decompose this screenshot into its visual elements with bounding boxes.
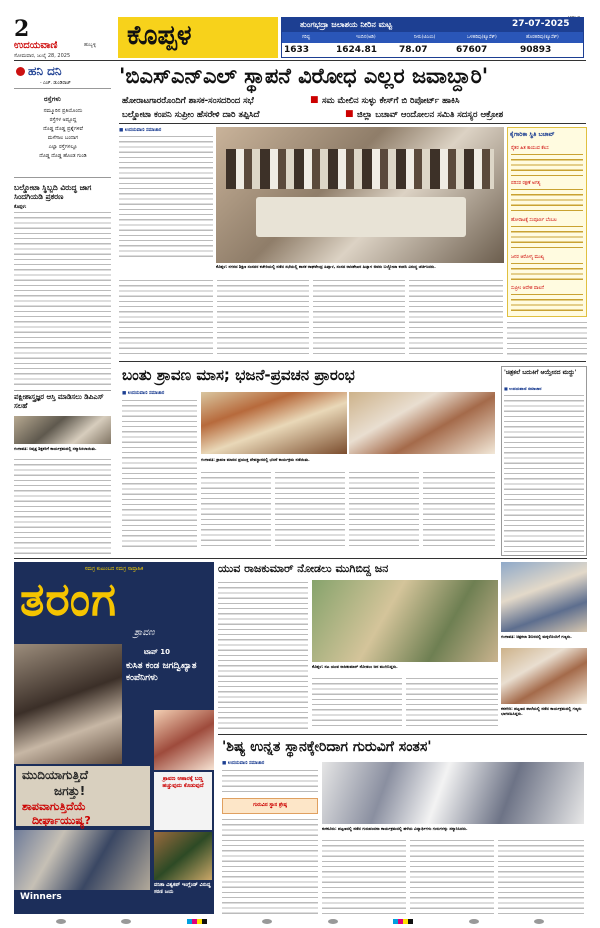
small-story-body — [14, 457, 111, 555]
main-subhead-1b: ಸಮ ಮೇಲಿನ ಸುಳ್ಳು ಕೇಸ್‌ಗೆ ಬಿ ರಿಪೋರ್ಟ್ ಹಾಕಿಸಿ — [322, 96, 460, 106]
ad-elder-photo — [14, 644, 122, 764]
ad-crowd-photo — [14, 830, 150, 890]
shravana-photo-right — [349, 392, 495, 454]
teacher-headline: 'ಶಿಷ್ಯ ಉನ್ನತ ಸ್ಥಾನಕ್ಕೇರಿದಾಗ ಗುರುವಿಗೆ ಸಂತಸ' — [222, 739, 432, 755]
ad-tagline: ಸಮಗ್ರ ಕುಟುಂಬದ ಸಮಗ್ರ ಸಾಪ್ತಾಹಿಕ — [84, 566, 144, 572]
ad-ageing-3: ಶಾಪವಾಗುತ್ತಿದೆಯೆ — [22, 800, 86, 813]
left-rule-1 — [14, 390, 111, 391]
page-number: 2 — [14, 16, 30, 42]
main-rule — [119, 123, 586, 124]
ad-sub: ಶ್ರಾವಣ — [134, 628, 155, 638]
masthead-rule — [14, 60, 586, 61]
print-registration-marks — [0, 914, 600, 928]
poem-line-5: ಎಲ್ಲಾ ರಸ್ತೆಗಳಲ್ಲೂ — [48, 144, 78, 150]
left-story-headline: ಬಲ್ಡೋಟಾ ಸ್ಥಿಬ್ಬದಿ ವಿರುದ್ಧ ಜಾಗ ಸಿಂದಗಿಯಡಿ ಪ್ರಕರಣ — [14, 183, 92, 201]
shravana-body-col1 — [122, 398, 197, 548]
dam-value-2: 1624.81 — [336, 45, 377, 55]
dam-header-5: ಹೊರಹರಿವು(ಕ್ಯೂಸೆಕ್) — [526, 35, 559, 40]
edition-label: ಹುಬ್ಬಳ್ಳಿ — [84, 42, 97, 48]
ad-winners: Winners — [20, 892, 62, 902]
right-story-body — [504, 393, 584, 553]
shravana-photo-left — [201, 392, 347, 454]
main-body-col6 — [507, 320, 587, 358]
ad-sport-photo — [154, 832, 212, 880]
section-rule-1 — [119, 361, 586, 362]
right-box-text-5 — [511, 292, 583, 312]
youth-caption: ಕೊಪ್ಪಳ: ನಟ ಯುವ ರಾಜಕುಮಾರ್ ನೋಡಲು ಜನ ಮುಗಿಬಿದ್ದರು. — [312, 664, 398, 669]
poem-line-4: ಮಳೆಗಾಲ ಬಂದಾಗ — [47, 135, 79, 141]
right-story-photo-1 — [501, 562, 587, 632]
right-story-headline: 'ಚಿತ್ರಕಲೆ ಬದುಕಿಗೆ ಆಯ್ತೇನದ ಮದ್ದು' — [504, 369, 577, 376]
main-body-col5 — [409, 278, 503, 358]
youth-body-col1 — [218, 580, 308, 730]
right-box-point-4: ಜನರ ಆರೋಗ್ಯ ಮುಖ್ಯ — [511, 255, 545, 260]
shravana-body-col5 — [423, 470, 495, 550]
right-box-point-1: ರೈತರ ಹಿತ ಕಾಯುವ ಕೆಲಸ — [511, 146, 549, 151]
hani-dani-title: ಹನಿ ದನಿ — [28, 64, 62, 78]
ad-food-text: ಶ್ರಾವಣ ಆಹಾರಕ್ಕೆ ಬಣ್ಣ ಹಚ್ಚುವುದು ಕೊಡುವುದೆ — [162, 776, 204, 789]
main-subhead-2b: ಜಿಲ್ಲಾ ಬಚಾವ್ ಆಂದೋಲನ ಸಮಿತಿ ಸದಸ್ಯರ ಆಕ್ರೋಶ — [357, 110, 504, 120]
teacher-body-col1 — [222, 768, 318, 796]
left-story-dateline: ಕೊಪ್ಪಳ: — [14, 205, 27, 210]
right-box-text-3 — [511, 224, 583, 250]
right-story-caption-2: ಕನಕಗಿರಿ: ಪಟ್ಟಣದ ಶಾಲೆಯಲ್ಲಿ ನಡೆದ ಕಾರ್ಯಕ್ರಮದಲ್ಲಿ ಗಣ್ಯರು ಭಾಗವಹಿಸಿದ್ದರು. — [501, 706, 582, 716]
right-story-byline: ■ ಉದಯವಾಣಿ ಸಮಾಚಾರ — [504, 386, 542, 391]
left-story-body — [14, 210, 111, 388]
bullet-1: ■ — [310, 95, 319, 105]
section-rule-2 — [14, 558, 587, 559]
main-headline: 'ಬಿಎಸ್‌ಎನ್‌ಎಲ್ ಸ್ಥಾಪನೆ ವಿರೋಧ ಎಲ್ಲರ ಜವಾಬ್ದಾರಿ' — [119, 64, 489, 88]
teacher-byline: ■ ಉದಯವಾಣಿ ಸಮಾಚಾರ — [222, 761, 265, 766]
teacher-body-col2 — [322, 838, 406, 914]
dam-value-4: 67607 — [456, 45, 488, 55]
main-photo — [216, 127, 504, 263]
ad-woman-photo — [154, 710, 214, 770]
teacher-quote: ಗುರುವಿನ ಸ್ಥಾನ ಶ್ರೇಷ್ಠ — [253, 802, 287, 808]
youth-headline: ಯುವ ರಾಜಕುಮಾರ್ ನೋಡಲು ಮುಗಿಬಿದ್ದ ಜನ — [218, 562, 389, 575]
poem-line-1: ನಮ್ಮೂರಿನ ಪ್ರತಿಯೊಂದು — [43, 108, 83, 114]
dam-header-2: ಇಂದಿನ(ಅಡಿ) — [356, 35, 376, 40]
photo-table — [256, 197, 466, 237]
ad-brand: ತರಂಗ — [20, 572, 117, 626]
ad-ageing-1: ಮುದಿಯಾಗುತ್ತಿದೆ — [22, 768, 88, 782]
dam-title: ತುಂಗಭದ್ರಾ ಜಲಾಶಯ ನೀರಿನ ಮಟ್ಟ — [300, 20, 392, 29]
bullet-2: ■ — [345, 109, 354, 119]
poem-box — [14, 88, 111, 178]
youth-body-col2 — [312, 676, 402, 730]
dam-header-4: ಒಳಹರಿವು(ಕ್ಯೂಸೆಕ್) — [467, 35, 497, 40]
dam-level-box — [281, 17, 584, 58]
main-body-col4 — [313, 278, 405, 358]
dam-value-1: 1633 — [284, 45, 310, 55]
ad-top10-label: ಟಾಪ್ 10 — [144, 648, 170, 656]
dam-header-3: ನೀರು(ಟಿಎಂಸಿ) — [414, 35, 436, 40]
section-title: ಕೊಪ್ಪಳ — [127, 20, 192, 51]
main-byline: ■ ಉದಯವಾಣಿ ಸಮಾಚಾರ — [119, 128, 162, 133]
right-box-point-2: ಪರಿಸರ ರಕ್ಷಣೆ ಅಗತ್ಯ — [511, 181, 541, 186]
main-body-col3 — [217, 278, 309, 358]
right-box-point-5: ಸುಪ್ರೀಂ ಆದೇಶ ಪಾಲನೆ — [511, 286, 544, 291]
main-photo-caption: ಕೊಪ್ಪಳ: ನಗರದ ಶಿಕ್ಷಣ ಸಂಸದರ ಕಚೇರಿಯಲ್ಲಿ ನಡೆದ ಸಭೆಯಲ್ಲಿ ಶಾಸಕ ರಾಘವೇಂದ್ರ ಹಿಟ್ನಾಳ, ಸಂಸದ ರಾಜಶೇಖರ ಹಿಟ್ನಾಳ ಅವರು ಬಲ್ಡೋಟಾ ಕಂಪನಿ ವಿರುದ್ಧ ಚರ್ಚಿಸಿದರು. — [216, 264, 436, 269]
youth-body-col3 — [406, 676, 498, 730]
teacher-body-col4 — [498, 838, 584, 914]
teacher-body-col3 — [410, 838, 494, 914]
right-box-text-4 — [511, 261, 583, 281]
shravana-body-col2 — [201, 470, 271, 550]
shravana-byline: ■ ಉದಯವಾಣಿ ಸಮಾಚಾರ — [122, 391, 165, 396]
section-rule-3 — [218, 734, 587, 735]
shravana-body-col3 — [275, 470, 345, 550]
ad-ageing-4: ದೀರ್ಘಾಯುಷ್ಯ? — [32, 814, 91, 827]
teacher-caption: ಕುಕನೂರು: ಪಟ್ಟಣದಲ್ಲಿ ನಡೆದ ಗುರುವಂದನಾ ಕಾರ್ಯಕ್ರಮದಲ್ಲಿ ಹಳೆಯ ವಿದ್ಯಾರ್ಥಿಗಳು ಗುರುಗಳನ್ನು ಸನ್ಮಾನಿಸಿದರು. — [322, 826, 468, 831]
dam-header-1: ಗರಿಷ್ಟ — [302, 35, 311, 40]
poem-line-2: ರಸ್ತೆಗಳ ಅಷ್ಟೂದ್ದ — [49, 117, 77, 123]
right-box-text-2 — [511, 187, 583, 213]
taranga-ad[interactable] — [14, 562, 214, 914]
dateline: ಸೋಮವಾರ, ಜುಲೈ 28, 2025 — [14, 53, 71, 59]
paper-name: ಉದಯವಾಣಿ — [14, 40, 58, 51]
shravana-headline: ಬಂತು ಶ್ರಾವಣ ಮಾಸ; ಭಜನೆ-ಪ್ರವಚನ ಪ್ರಾರಂಭ — [122, 366, 355, 384]
small-story-headline: ಪಕ್ಷೀಶಾಸ್ತ್ರಜ್ಞರ ಆಸ್ತಿ ಮಾಡಿಸಲು ಡಿಪಿಎಸ್ ಸಲಹೆ — [14, 393, 104, 410]
ad-sport-text: ವನಿತಾ ವಿಶ್ವಕಪ್ ಇಂಗ್ಲೆಂಡ್ ವಿರುದ್ಧ ಸರಣಿ ಜಯ — [154, 882, 211, 895]
right-box-text-1 — [511, 152, 583, 176]
right-box-title: ಕೈಗಾರಿಕಾ ಸ್ಥಿತಿ ಬಚಾವ್ — [510, 131, 555, 138]
ad-ageing-2: ಜಗತ್ತು! — [54, 784, 86, 798]
main-subhead-1a: ಹೋರಾಟಗಾರರೊಂದಿಗೆ ಶಾಸಕ-ಸಂಸದರಿಂದ ಸಭೆ — [122, 96, 254, 106]
poem-title: ರಸ್ತೆಗಳು — [44, 95, 61, 103]
poem-line-6: ದೊಡ್ಡ ದೊಡ್ಡ ಹೊಂಡ ಗುಂಡಿ — [39, 153, 87, 159]
teacher-body-col1b — [222, 817, 318, 914]
poem-line-3: ದೊಡ್ಡ ದೊಡ್ಡ ಪ್ರಶ್ನೆಗಳಿವೆ — [43, 126, 83, 132]
ad-top10-text: ಕುಸಿತ ಕಂಡ ಜಗದ್ವಿಖ್ಯಾತ ಕಂಪೆನಿಗಳು — [126, 661, 197, 683]
right-box-point-3: ಹೋರಾಟಕ್ಕೆ ಸಂಪೂರ್ಣ ಬೆಂಬಲ — [511, 218, 557, 223]
right-story-photo-2 — [501, 648, 587, 704]
dam-value-3: 78.07 — [399, 45, 428, 55]
shravana-body-col4 — [349, 470, 419, 550]
photo-people-row — [226, 149, 494, 189]
small-story-caption: ಗಂಗಾವತಿ: ನಿವೃತ್ತ ಶಿಕ್ಷಕರಿಗೆ ಕಾರ್ಯಕ್ರಮದಲ್ಲಿ ಸನ್ಮಾನಿಸಲಾಯಿತು. — [14, 446, 97, 451]
teacher-photo — [322, 762, 584, 824]
main-subhead-2a: ಬಲ್ಡೋಟಾ ಕಂಪನಿ ಸುಪ್ರೀಂ ಹೆಸರೇಳಿ ದಾರಿ ತಪ್ಪಿಸಿದೆ — [122, 110, 260, 120]
main-body-col1 — [119, 134, 213, 260]
dam-value-5: 90893 — [520, 45, 552, 55]
shravana-caption: ಗಂಗಾವತಿ: ಶ್ರಾವಣ ಮಾಸದ ಪ್ರಯುಕ್ತ ದೇವಸ್ಥಾನದಲ್ಲಿ ಭಜನೆ ಕಾರ್ಯಕ್ರಮ ನಡೆಯಿತು. — [201, 457, 310, 462]
main-body-col2 — [119, 278, 213, 358]
hani-dani-logo — [16, 67, 25, 76]
hani-dani-author: - ಎಚ್. ಡುಂಡಿರಾಜ್ — [40, 81, 71, 86]
right-story-caption-1: ಗಂಗಾವತಿ: ಚಿತ್ರಕಲಾ ಶಿಬಿರದಲ್ಲಿ ಮಕ್ಕಳೊಂದಿಗೆ ಗಣ್ಯರು. — [501, 634, 572, 639]
small-story-photo — [14, 416, 111, 444]
youth-photo — [312, 580, 498, 662]
dam-date: 27-07-2025 — [512, 19, 570, 29]
